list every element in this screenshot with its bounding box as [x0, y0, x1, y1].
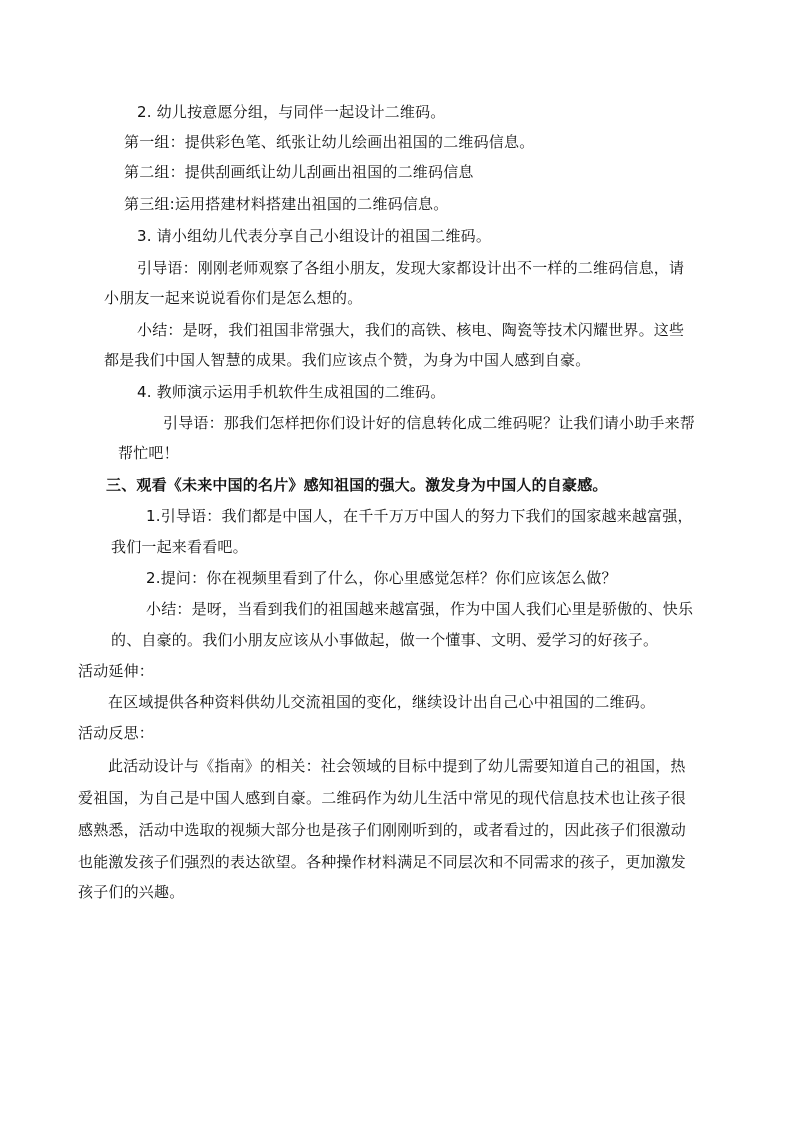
- summary-text-2: 小结：是呀，当看到我们的祖国越来越富强，作为中国人我们心里是骄傲的、快乐: [146, 600, 694, 618]
- step-2-text: 2. 幼儿按意愿分组，与同伴一起设计二维码。: [137, 103, 446, 121]
- section-3-heading: 三、观看《未来中国的名片》感知祖国的强大。激发身为中国人的自豪感。: [106, 476, 608, 494]
- section-3-item-1-cont: 我们一起来看看吧。: [111, 538, 248, 556]
- group-3-text: 第三组:运用搭建材料搭建出祖国的二维码信息。: [124, 195, 449, 213]
- summary-text-1: 小结：是呀，我们祖国非常强大，我们的高铁、核电、陶瓷等技术闪耀世界。这些: [137, 321, 685, 339]
- guide-text-2: 引导语：那我们怎样把你们设计好的信息转化成二维码呢？让我们请小助手来帮: [163, 414, 696, 432]
- activity-extension-heading: 活动延伸：: [78, 662, 155, 680]
- step-3-text: 3. 请小组幼儿代表分享自己小组设计的祖国二维码。: [137, 227, 492, 245]
- reflection-text-2: 爱祖国，为自己是中国人感到自豪。二维码作为幼儿生活中常见的现代信息技术也让孩子很: [78, 789, 687, 807]
- section-3-item-1: 1.引导语：我们都是中国人，在千千万万中国人的努力下我们的国家越来越富强，: [146, 507, 693, 525]
- group-2-text: 第二组：提供刮画纸让幼儿刮画出祖国的二维码信息: [124, 163, 474, 181]
- step-4-text: 4. 教师演示运用手机软件生成祖国的二维码。: [137, 383, 446, 401]
- reflection-text-4: 也能激发孩子们强烈的表达欲望。各种操作材料满足不同层次和不同需求的孩子，更加激发: [78, 853, 687, 871]
- guide-text-1-cont: 小朋友一起来说说看你们是怎么想的。: [104, 289, 363, 307]
- reflection-text-5: 孩子们的兴趣。: [78, 883, 185, 901]
- summary-text-1-cont: 都是我们中国人智慧的成果。我们应该点个赞，为身为中国人感到自豪。: [104, 351, 591, 369]
- group-1-text: 第一组：提供彩色笔、纸张让幼儿绘画出祖国的二维码信息。: [124, 133, 535, 151]
- section-3-item-2: 2.提问：你在视频里看到了什么，你心里感觉怎样？你们应该怎么做？: [146, 569, 617, 587]
- activity-extension-text: 在区域提供各种资料供幼儿交流祖国的变化，继续设计出自己心中祖国的二维码。: [108, 693, 656, 711]
- reflection-text-1: 此活动设计与《指南》的相关：社会领域的目标中提到了幼儿需要知道自己的祖国，热: [108, 757, 686, 775]
- guide-text-2-cont: 帮忙吧！: [118, 444, 179, 462]
- reflection-text-3: 感熟悉，活动中选取的视频大部分也是孩子们刚刚听到的，或者看过的，因此孩子们很激动: [78, 821, 687, 839]
- guide-text-1: 引导语：刚刚老师观察了各组小朋友，发现大家都设计出不一样的二维码信息，请: [137, 259, 685, 277]
- summary-text-2-cont: 的、自豪的。我们小朋友应该从小事做起，做一个懂事、文明、爱学习的好孩子。: [111, 631, 659, 649]
- activity-reflection-heading: 活动反思：: [78, 724, 155, 742]
